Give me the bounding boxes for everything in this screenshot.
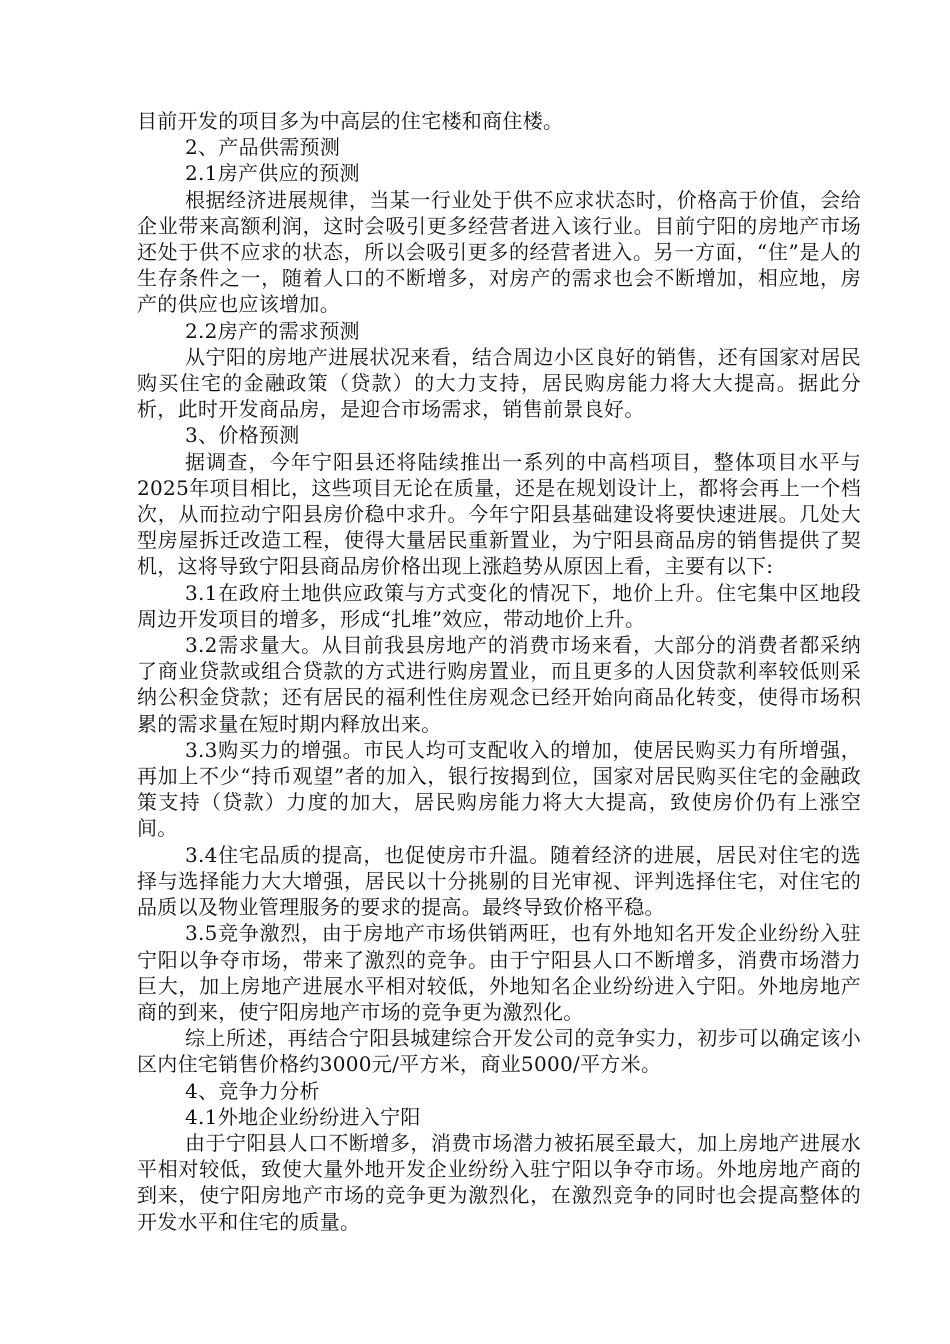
paragraph-price-survey: 据调查，今年宁阳县还将陆续推出一系列的中高档项目，整体项目水平与2025年项目相比，这些项目无论在质量，还是在规划设计上，都将会再上一个档次，从而拉动宁阳县房价稳中求升。今年宁阳县基础建设将要快速进展。几处大型房屋拆迁改造工程，使得大量居民重新置业，为宁阳县商品房的销售提供了契机，这将导致宁阳县商品房价格出现上涨趋势从原因上看，主要有以下: bbox=[137, 449, 861, 579]
paragraph-outside-enterprises: 由于宁阳县人口不断增多，消费市场潜力被拓展至最大，加上房地产进展水平相对较低，致使大量外地开发企业纷纷入驻宁阳以争夺市场。外地房地产商的到来，使宁阳房地产市场的竞争更为激烈化，在激烈竞争的同时也会提高整体的开发水平和住宅的质量。 bbox=[137, 1130, 861, 1234]
subheading-demand-forecast: 2.2房产的需求预测 bbox=[185, 318, 360, 343]
heading-price-forecast: 3、价格预测 bbox=[185, 423, 300, 448]
paragraph-reason-land-price: 3.1在政府土地供应政策与方式变化的情况下，地价上升。住宅集中区地段周边开发项目的增多，形成“扎堆”效应，带动地价上升。 bbox=[137, 580, 861, 631]
heading-supply-demand-forecast: 2、产品供需预测 bbox=[185, 135, 341, 160]
paragraph-demand-forecast: 从宁阳的房地产进展状况来看，结合周边小区良好的销售，还有国家对居民购买住宅的金融政策（贷款）的大力支持，居民购房能力将大大提高。据此分析，此时开发商品房，是迎合市场需求，销售前景良好。 bbox=[137, 344, 861, 422]
paragraph-supply-forecast: 根据经济进展规律，当某一行业处于供不应求状态时，价格高于价值，会给企业带来高额利润，这时会吸引更多经营者进入该行业。目前宁阳的房地产市场还处于供不应求的状态，所以会吸引更多的经营者进入。另一方面，“住”是人的生存条件之一，随着人口的不断增多，对房产的需求也会不断增加，相应地，房产的供应也应该增加。 bbox=[137, 187, 861, 317]
paragraph-reason-demand: 3.2需求量大。从目前我县房地产的消费市场来看，大部分的消费者都采纳了商业贷款或组合贷款的方式进行购房置业，而且更多的人因贷款利率较低则采纳公积金贷款；还有居民的福利性住房观念已经开始向商品化转变，使得市场积累的需求量在短时期内释放出来。 bbox=[137, 633, 861, 736]
paragraph-reason-quality: 3.4住宅品质的提高，也促使房市升温。随着经济的进展，居民对住宅的选择与选择能力大大增强，居民以十分挑剔的目光审视、评判选择住宅，对住宅的品质以及物业管理服务的要求的提高。最终导致价格平稳。 bbox=[137, 842, 861, 920]
paragraph-reason-competition: 3.5竞争激烈，由于房地产市场供销两旺，也有外地知名开发企业纷纷入驻宁阳以争夺市场，带来了激烈的竞争。由于宁阳县人口不断增多，消费市场潜力巨大，加上房地产进展水平相对较低，外地知名企业纷纷进入宁阳。外地房地产商的到来，使宁阳房地产市场的竞争更为激烈化。 bbox=[137, 921, 861, 1024]
paragraph-price-conclusion: 综上所述，再结合宁阳县城建综合开发公司的竞争实力，初步可以确定该小区内住宅销售价格约3000元/平方米，商业5000/平方米。 bbox=[137, 1026, 861, 1077]
document-body bbox=[137, 108, 861, 1235]
paragraph-intro: 目前开发的项目多为中高层的住宅楼和商住楼。 bbox=[137, 109, 564, 133]
paragraph-reason-purchasing-power: 3.3购买力的增强。市民人均可支配收入的增加，使居民购买力有所增强，再加上不少“持币观望”者的加入，银行按揭到位，国家对居民购买住宅的金融政策支持（贷款）力度的加大，居民购房能力将大大提高，致使房价仍有上涨空间。 bbox=[137, 737, 861, 841]
subheading-supply-forecast: 2.1房产供应的预测 bbox=[185, 161, 360, 186]
subheading-outside-enterprises: 4.1外地企业纷纷进入宁阳 bbox=[185, 1104, 421, 1129]
heading-competitiveness: 4、竞争力分析 bbox=[185, 1078, 320, 1103]
